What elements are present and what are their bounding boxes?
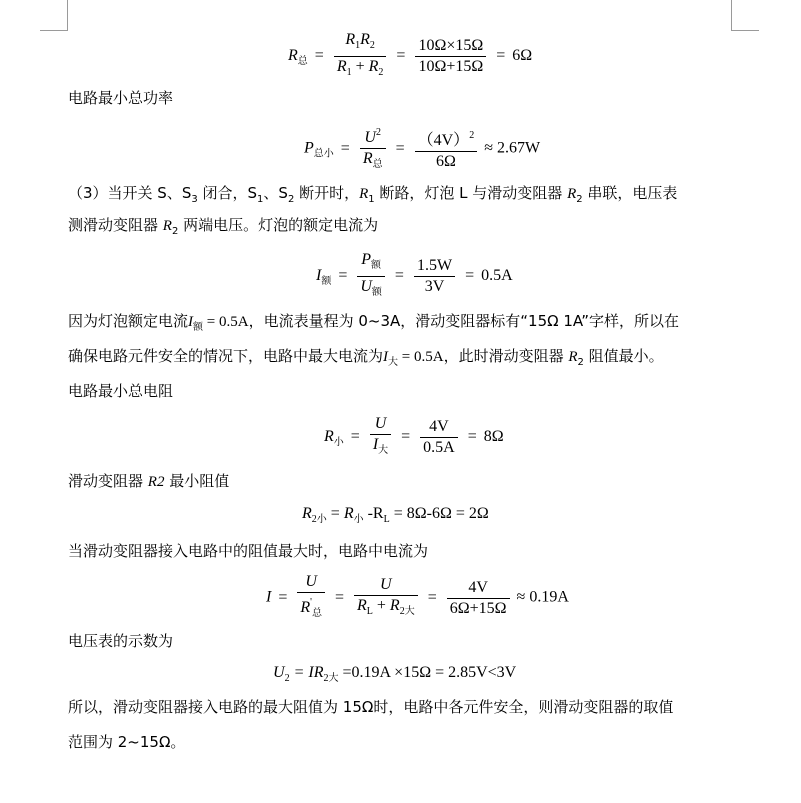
paragraph-part3-line2: 测滑动变阻器 $R_2$ 两端电压。灯泡的额定电流为 — [68, 216, 379, 237]
equation-min-power: $P_{总小}$ = $\frac{U^2}{R_总}$ = $\frac{(4V)^2}{6\Omega}$ ≈ 2.67W — [304, 123, 540, 175]
equation-rated-current: $I_额$ = $\frac{P_额}{U_额}$ = $\frac{1.5W}{3V}$ = 0.5A — [316, 251, 513, 298]
text-r2-min-value: 滑动变阻器 R2 最小阻值 — [68, 472, 230, 490]
equation-voltage-u2: $U_2 = IR_{2大} =0.19A \times 15\Omega = 2.85V<3V$ — [273, 664, 517, 684]
equation-r2-min: $R_{2小} = R_小$ $-R_L = 8\Omega-6\Omega = 2\Omega$ — [302, 505, 489, 525]
equation-total-resistance: $R_总$ = $\frac{R_1R_2}{R_1 + R_2}$ = $\frac{10\Omega\times 15\Omega}{10\Omega+15\Omega}$ = 6Ω — [288, 31, 533, 78]
crop-mark-top-right — [731, 0, 759, 31]
paragraph-conclusion-line1: 所以，滑动变阻器接入电路的最大阻值为 15Ω时，电路中各元件安全，则滑动变阻器的取值 — [68, 698, 674, 716]
text-min-total-resistance: 电路最小总电阻 — [68, 382, 174, 400]
text-min-total-power: 电路最小总功率 — [68, 89, 174, 107]
text-voltmeter-reading: 电压表的示数为 — [68, 632, 174, 650]
text-max-resistance-current: 当滑动变阻器接入电路中的阻值最大时，电路中电流为 — [68, 542, 429, 560]
paragraph-max-current-line1: 因为灯泡额定电流$I_额 = 0.5A$，电流表量程为 0~3A，滑动变阻器标有“15Ω 1A”字样，所以在 — [68, 312, 680, 333]
crop-mark-top-left — [40, 0, 68, 31]
equation-min-current: I = $\frac{U}{R'_总}$ = $\frac{U}{R_L + R_{2大}}$ = $\frac{4V}{6\Omega+15\Omega}$ ≈ 0.19A — [266, 573, 569, 619]
equation-min-resistance: $R_小$ = $\frac{U}{I_大}$ = $\frac{4V}{0.5A}$ = 8Ω — [324, 415, 504, 456]
paragraph-part3-line1: （3）当开关 S、$S_3$ 闭合，$S_1$、$S_2$ 断开时，$R_1$ 断路，灯泡 L 与滑动变阻器 $R_2$ 串联，电压表 — [68, 184, 678, 205]
paragraph-max-current-line2: 确保电路元件安全的情况下，电路中最大电流为$I_大 = 0.5A$，此时滑动变阻器 $R_2$ 阻值最小。 — [68, 347, 664, 368]
paragraph-conclusion-line2: 范围为 2~15Ω。 — [68, 733, 186, 751]
